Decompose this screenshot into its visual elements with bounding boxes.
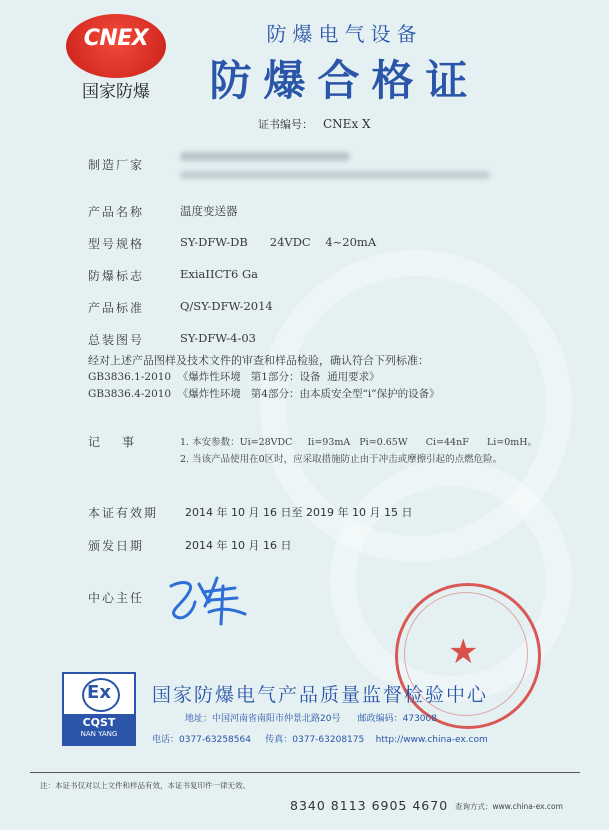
issuer-name: 国家防爆电气产品质量监督检验中心 (152, 684, 489, 706)
official-seal (395, 583, 541, 729)
validity-value: 2014 年 10 月 16 日至 2019 年 10 月 15 日 (185, 506, 413, 519)
standards-intro: 经对上述产品图样及技术文件的审查和样品检验，确认符合下列标准： (88, 354, 429, 367)
issue-date-label: 颁发日期 (88, 539, 145, 553)
validity-label: 本证有效期 (88, 506, 159, 520)
ex-cqst-logo (62, 672, 136, 746)
serial-number: 8340 8113 6905 4670 (290, 798, 449, 813)
drawing-number-value: SY-DFW-4-03 (180, 331, 256, 345)
ex-logo-text: Ex (87, 682, 111, 703)
drawing-number-label: 总装图号 (88, 333, 145, 347)
query-info: 查询方式：www.china-ex.com (455, 802, 563, 811)
document-title-small: 防爆电气设备 (266, 22, 423, 46)
note-item: 1. 本安参数：Ui=28VDC Ii=93mA Pi=0.65W Ci=44nF Li=0mH。 (180, 437, 538, 448)
notes-label: 记事 (88, 435, 157, 449)
manufacturer-label: 制造厂家 (88, 158, 145, 172)
product-standard-label: 产品标准 (88, 301, 145, 315)
ex-marking-label: 防爆标志 (88, 269, 145, 283)
issuer-address: 地址：中国河南省南阳市仲景北路20号 邮政编码：473008 (185, 714, 437, 724)
issuer-contact: 电话：0377-63258564 传真：0377-63208175 http://www.china-ex.com (152, 735, 488, 745)
star-icon: ★ (448, 632, 479, 672)
product-name-value: 温度变送器 (180, 204, 238, 218)
certificate-number (258, 116, 371, 132)
product-name-label: 产品名称 (88, 205, 145, 219)
product-standard-value: Q/SY-DFW-2014 (180, 299, 273, 313)
document-title: 防爆合格证 (209, 56, 480, 105)
logo-subtitle: 国家防爆 (82, 82, 150, 102)
certificate-number-value: CNEx X (323, 117, 371, 131)
manufacturer-value-redacted (180, 152, 490, 179)
footer-note: 注：本证书仅对以上文件和样品有效，本证书复印件一律无效。 (40, 781, 250, 790)
director-signature (165, 572, 255, 628)
issue-date-value: 2014 年 10 月 16 日 (185, 539, 292, 552)
model-value: SY-DFW-DB 24VDC 4~20mA (180, 235, 377, 249)
ex-marking-value: ExiaIICT6 Ga (180, 267, 258, 281)
note-item: 2. 当该产品使用在0区时，应采取措施防止由于冲击或摩擦引起的点燃危险。 (180, 454, 503, 465)
certificate-number-label: 证书编号： (258, 118, 313, 131)
divider (30, 772, 580, 773)
standard-item: GB3836.1-2010 《爆炸性环境 第1部分：设备 通用要求》 (88, 371, 380, 383)
ex-logo-nanyang: NAN YANG (80, 730, 118, 738)
model-label: 型号规格 (88, 237, 145, 251)
standard-item: GB3836.4-2010 《爆炸性环境 第4部分：由本质安全型“i”保护的设备》 (88, 388, 440, 400)
logo-text: CNEX (83, 26, 149, 51)
ex-logo-cqst: CQST (82, 716, 116, 729)
director-label: 中心主任 (88, 591, 145, 605)
